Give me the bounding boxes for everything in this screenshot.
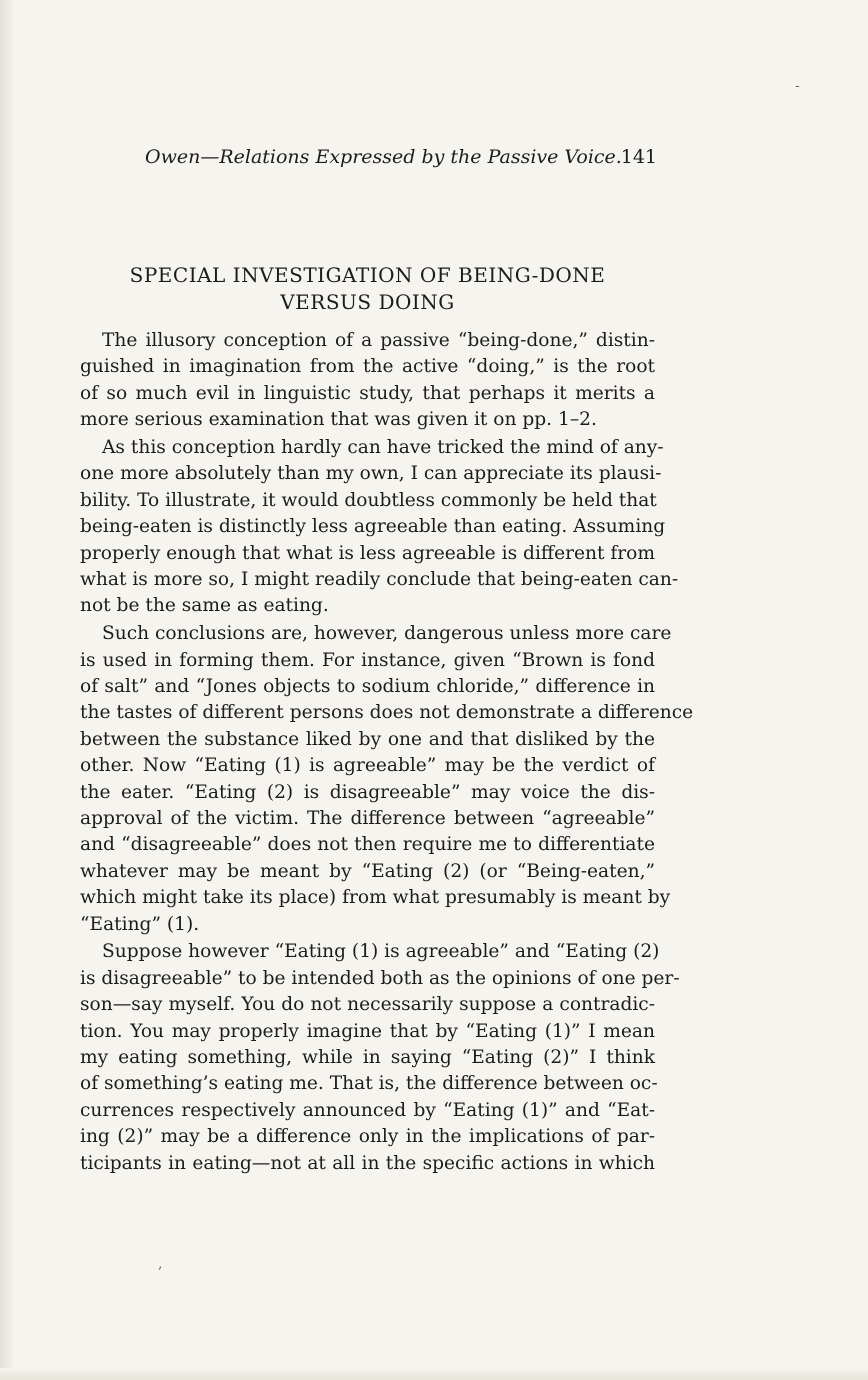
text-line: “Eating” (1). [80,913,200,935]
text-line: bility. To illustrate, it would doubtless commonly be held that [80,489,657,511]
text-line: ing (2)” may be a difference only in the implications of par- [80,1126,655,1148]
text-line: my eating something, while in saying “Eating (2)” I think [80,1047,655,1069]
page-number: 141 [620,146,657,168]
text-line: of salt” and “Jones objects to sodium chloride,” difference in [80,676,655,698]
text-line: being-eaten is distinctly less agreeable than eating. Assuming [80,516,666,538]
text-line: between the substance liked by one and that disliked by the [80,728,655,750]
text-line: properly enough that what is less agreeable is different from [80,542,655,564]
text-line: of so much evil in linguistic study, that perhaps it merits a [80,382,655,404]
text-line: one more absolutely than my own, I can appreciate its plausi- [80,463,662,485]
text-line: Suppose however “Eating (1) is agreeable” and “Eating (2) [102,941,660,963]
text-line: As this conception hardly can have tricked the mind of any- [102,437,664,459]
paragraph-3 [80,621,694,938]
section-heading-line-2: VERSUS DOING [280,290,455,314]
running-head [145,146,657,172]
text-line: guished in imagination from the active “doing,” is the root [80,356,655,378]
text-line: which might take its place) from what presumably is meant by [80,887,671,909]
text-line: ticipants in eating—not at all in the specific actions in which [80,1152,655,1174]
section-heading-line-1: SPECIAL INVESTIGATION OF BEING-DONE [129,263,606,287]
page-left-edge-shadow [0,0,14,1380]
text-line: The illusory conception of a passive “being-done,” distin- [102,330,655,351]
stray-mark: , [158,1256,163,1272]
text-line: is disagreeable” to be intended both as the opinions of one per- [80,967,680,989]
text-line: of something’s eating me. That is, the difference between oc- [80,1073,658,1095]
body-text [80,328,694,1179]
text-line: tion. You may properly imagine that by “Eating (1)” I mean [80,1020,655,1042]
text-line: more serious examination that was given it on pp. 1–2. [80,409,597,431]
text-line: son—say myself. You do not necessarily suppose a contradic- [80,994,655,1016]
paragraph-4 [80,939,680,1177]
paragraph-2 [80,435,679,620]
text-line: Such conclusions are, however, dangerous unless more care [102,623,672,645]
text-line: what is more so, I might readily conclude that being-eaten can- [80,569,679,591]
running-title: Owen—Relations Expressed by the Passive Voice. [145,146,622,168]
paragraph-1 [80,328,655,434]
page-bottom-edge-shadow [0,1368,868,1380]
text-line: the eater. “Eating (2) is disagreeable” may voice the dis- [80,781,655,803]
text-line: whatever may be meant by “Eating (2) (or “Being-eaten,” [80,860,655,882]
section-heading [80,262,655,316]
text-line: is used in forming them. For instance, given “Brown is fond [80,649,655,671]
text-line: approval of the victim. The difference between “agreeable” [80,808,655,830]
text-line: currences respectively announced by “Eating (1)” and “Eat- [80,1099,655,1121]
stray-mark: ‐ [795,78,800,94]
text-line: other. Now “Eating (1) is agreeable” may be the verdict of [80,755,655,777]
text-line: not be the same as eating. [80,595,329,617]
text-line: the tastes of different persons does not demonstrate a difference [80,702,694,724]
text-line: and “disagreeable” does not then require me to differentiate [80,834,655,856]
